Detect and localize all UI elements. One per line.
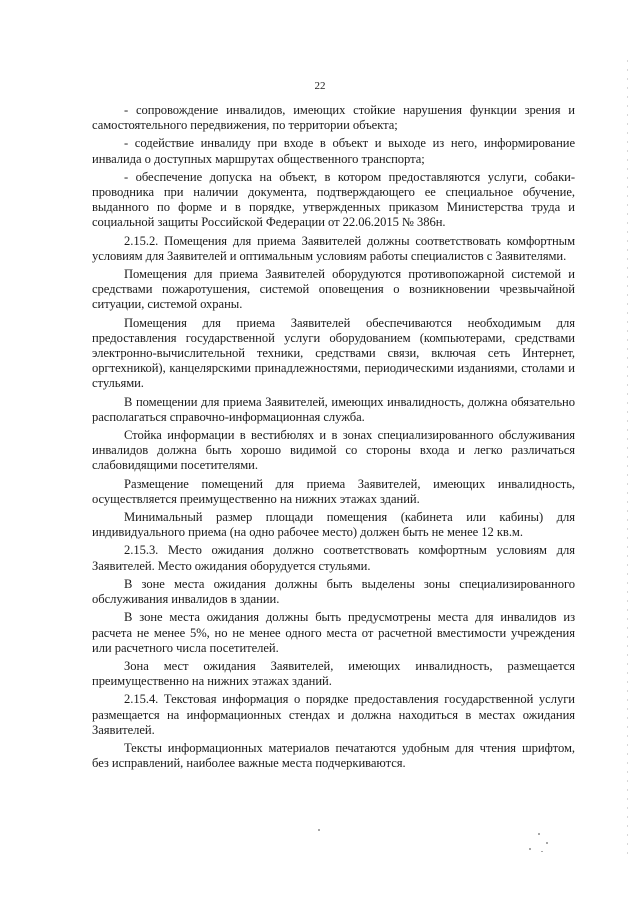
paragraph-12: В зоне места ожидания должны быть выделены зоны специализированного обслуживания инвалидов в здании. <box>92 576 575 607</box>
paragraph-1: - сопровождение инвалидов, имеющих стойкие нарушения функции зрения и самостоятельного передвижения, по территории объекта; <box>92 103 575 133</box>
document-body <box>92 103 575 774</box>
scan-speck <box>541 851 543 852</box>
paragraph-10: Минимальный размер площади помещения (кабинета или кабины) для индивидуального приема (на одно рабочее место) должен быть не менее 12 кв.м. <box>92 510 575 540</box>
paragraph-11: 2.15.3. Место ожидания должно соответствовать комфортным условиям для Заявителей. Место ожидания оборудуется стульями. <box>92 543 575 573</box>
paragraph-2: - содействие инвалиду при входе в объект и выходе из него, информирование инвалида о доступных маршрутах общественного транспорта; <box>92 136 575 166</box>
paragraph-6: Помещения для приема Заявителей обеспечиваются необходимым для предоставления государственной услуги оборудованием (компьютерами, средствами электронно-вычислительной техники, средствами связи, включая сеть Интернет, оргтехникой), канцелярскими принадлежностями, периодическими изданиями, столами и стульями. <box>92 315 575 391</box>
paragraph-9: Размещение помещений для приема Заявителей, имеющих инвалидность, осуществляется преимущественно на нижних этажах зданий. <box>92 476 575 506</box>
paragraph-13: В зоне места ожидания должны быть предусмотрены места для инвалидов из расчета не менее 5%, но не менее одного места от расчетной вместимости учреждения или расчетного числа посетителей. <box>92 610 575 655</box>
page-number: 22 <box>314 80 326 92</box>
paragraph-3: - обеспечение допуска на объект, в котором предоставляются услуги, собаки-проводника при наличии документа, подтверждающего ее специальное обучение, выданного по форме и в порядке, утвержденных приказом Министерства труда и социальной защиты Российской Федерации от 22.06.2015 № 386н. <box>92 169 575 230</box>
scan-speck <box>318 829 320 831</box>
paragraph-14: Зона мест ожидания Заявителей, имеющих инвалидность, размещается преимущественно на нижних этажах зданий. <box>92 658 575 689</box>
scan-speck <box>546 842 548 844</box>
paragraph-16: Тексты информационных материалов печатаются удобным для чтения шрифтом, без исправлений, наиболее важные места подчеркиваются. <box>92 740 575 771</box>
paragraph-5: Помещения для приема Заявителей оборудуются противопожарной системой и средствами пожаротушения, системой оповещения о возникновении чрезвычайной ситуации, системой охраны. <box>92 267 575 312</box>
paragraph-15: 2.15.4. Текстовая информация о порядке предоставления государственной услуги размещается на информационных стендах и должна находиться в местах ожидания Заявителей. <box>92 692 575 737</box>
scan-speck <box>529 848 531 850</box>
paragraph-4: 2.15.2. Помещения для приема Заявителей должны соответствовать комфортным условиям для Заявителей и оптимальным условиям работы специалистов с Заявителями. <box>92 233 575 263</box>
scan-speck <box>538 833 540 835</box>
scan-edge-mark <box>627 60 628 860</box>
paragraph-8: Стойка информации в вестибюлях и в зонах специализированного обслуживания инвалидов должна быть хорошо видимой со стороны входа и легко различаться слабовидящими посетителями. <box>92 428 575 473</box>
paragraph-7: В помещении для приема Заявителей, имеющих инвалидность, должна обязательно располагаться справочно-информационная служба. <box>92 394 575 424</box>
